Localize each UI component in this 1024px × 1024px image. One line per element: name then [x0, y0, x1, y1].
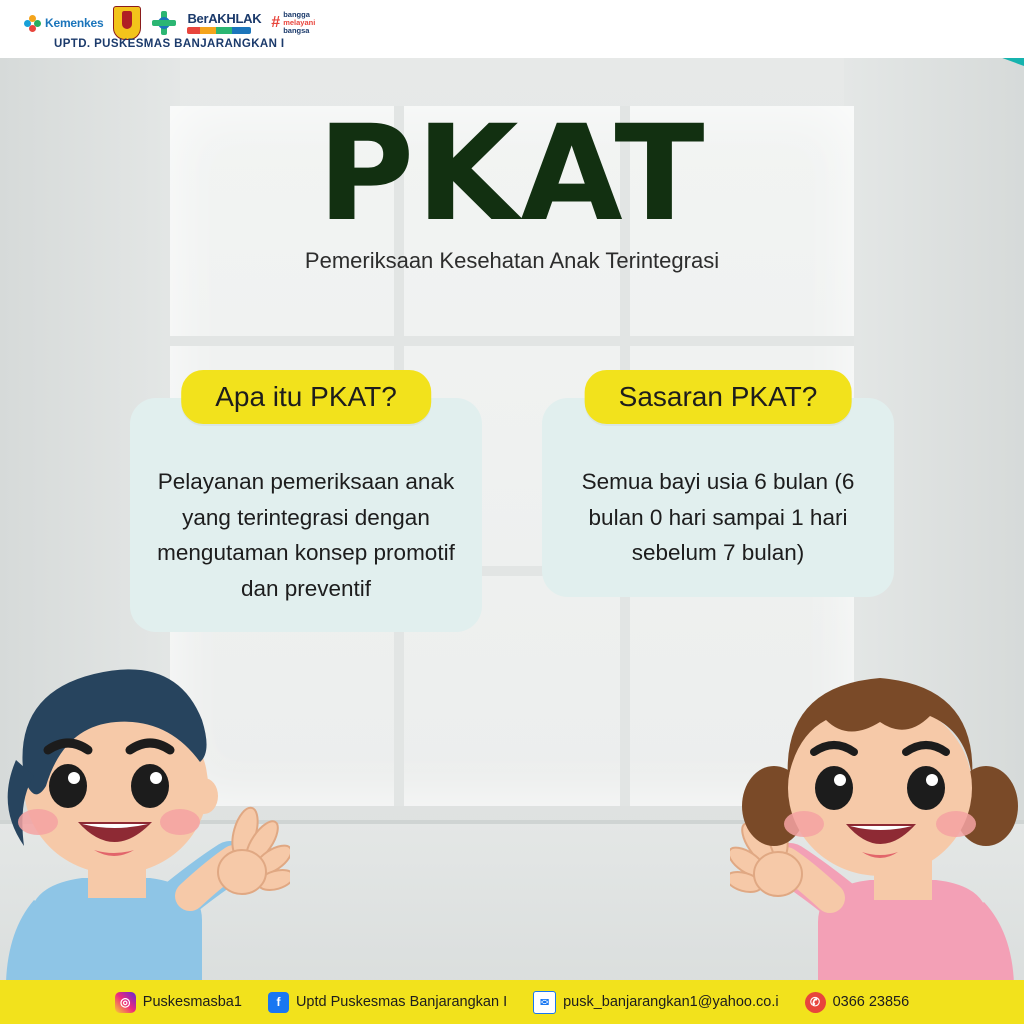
puskesmas-cross-icon	[151, 10, 177, 36]
instagram-icon: ◎	[115, 992, 136, 1013]
bangga-line3: bangsa	[283, 25, 310, 35]
footer-phone[interactable]	[805, 992, 910, 1013]
phone-icon: ✆	[805, 992, 826, 1013]
footer-email[interactable]	[533, 991, 778, 1014]
card-badge-title: Apa itu PKAT?	[181, 370, 431, 424]
card-body-text: Semua bayi usia 6 bulan (6 bulan 0 hari sampai 1 hari sebelum 7 bulan)	[542, 398, 894, 597]
footer-contact-bar	[0, 980, 1024, 1024]
girl-waving-illustration	[730, 610, 1024, 1010]
boy-waving-illustration	[0, 610, 290, 1010]
page-subtitle: Pemeriksaan Kesehatan Anak Terintegrasi	[304, 248, 720, 273]
kemenkes-logo	[24, 9, 103, 37]
bangga-line1: bangga	[283, 10, 310, 20]
garuda-crest-icon	[113, 6, 141, 40]
footer-facebook[interactable]	[268, 992, 507, 1013]
footer-phone-label: 0366 23856	[832, 994, 910, 1010]
footer-instagram-label: Puskesmasba1	[142, 994, 242, 1010]
bangga-line2: melayani	[283, 18, 316, 28]
logo-row	[24, 6, 315, 40]
page-title: PKAT	[317, 97, 707, 251]
title-block	[0, 97, 1024, 274]
berakhlak-label: BerAKHLAK	[187, 11, 262, 26]
footer-facebook-label: Uptd Puskesmas Banjarangkan I	[295, 994, 508, 1010]
berakhlak-stripe-icon	[187, 27, 251, 34]
berakhlak-logo	[187, 12, 261, 34]
header-bar	[0, 0, 1024, 58]
card-badge-title: Sasaran PKAT?	[585, 370, 852, 424]
kemenkes-label: Kemenkes	[45, 16, 104, 30]
institution-name: UPTD. PUSKESMAS BANJARANGKAN I	[54, 38, 285, 50]
info-cards	[0, 381, 1024, 632]
card-body-text: Pelayanan pemeriksaan anak yang terintegrasi dengan mengutaman konsep promotif dan preventif	[130, 398, 482, 632]
facebook-icon: f	[268, 992, 289, 1013]
kemenkes-icon	[24, 15, 41, 32]
hashtag-icon: #	[271, 14, 281, 31]
card-apa-itu-pkat	[130, 381, 482, 632]
card-sasaran-pkat	[542, 381, 894, 632]
footer-instagram[interactable]	[115, 992, 242, 1013]
bangga-melayani-logo	[271, 11, 315, 35]
email-icon: ✉	[533, 991, 556, 1014]
footer-email-label: pusk_banjarangkan1@yahoo.co.i	[563, 994, 779, 1010]
